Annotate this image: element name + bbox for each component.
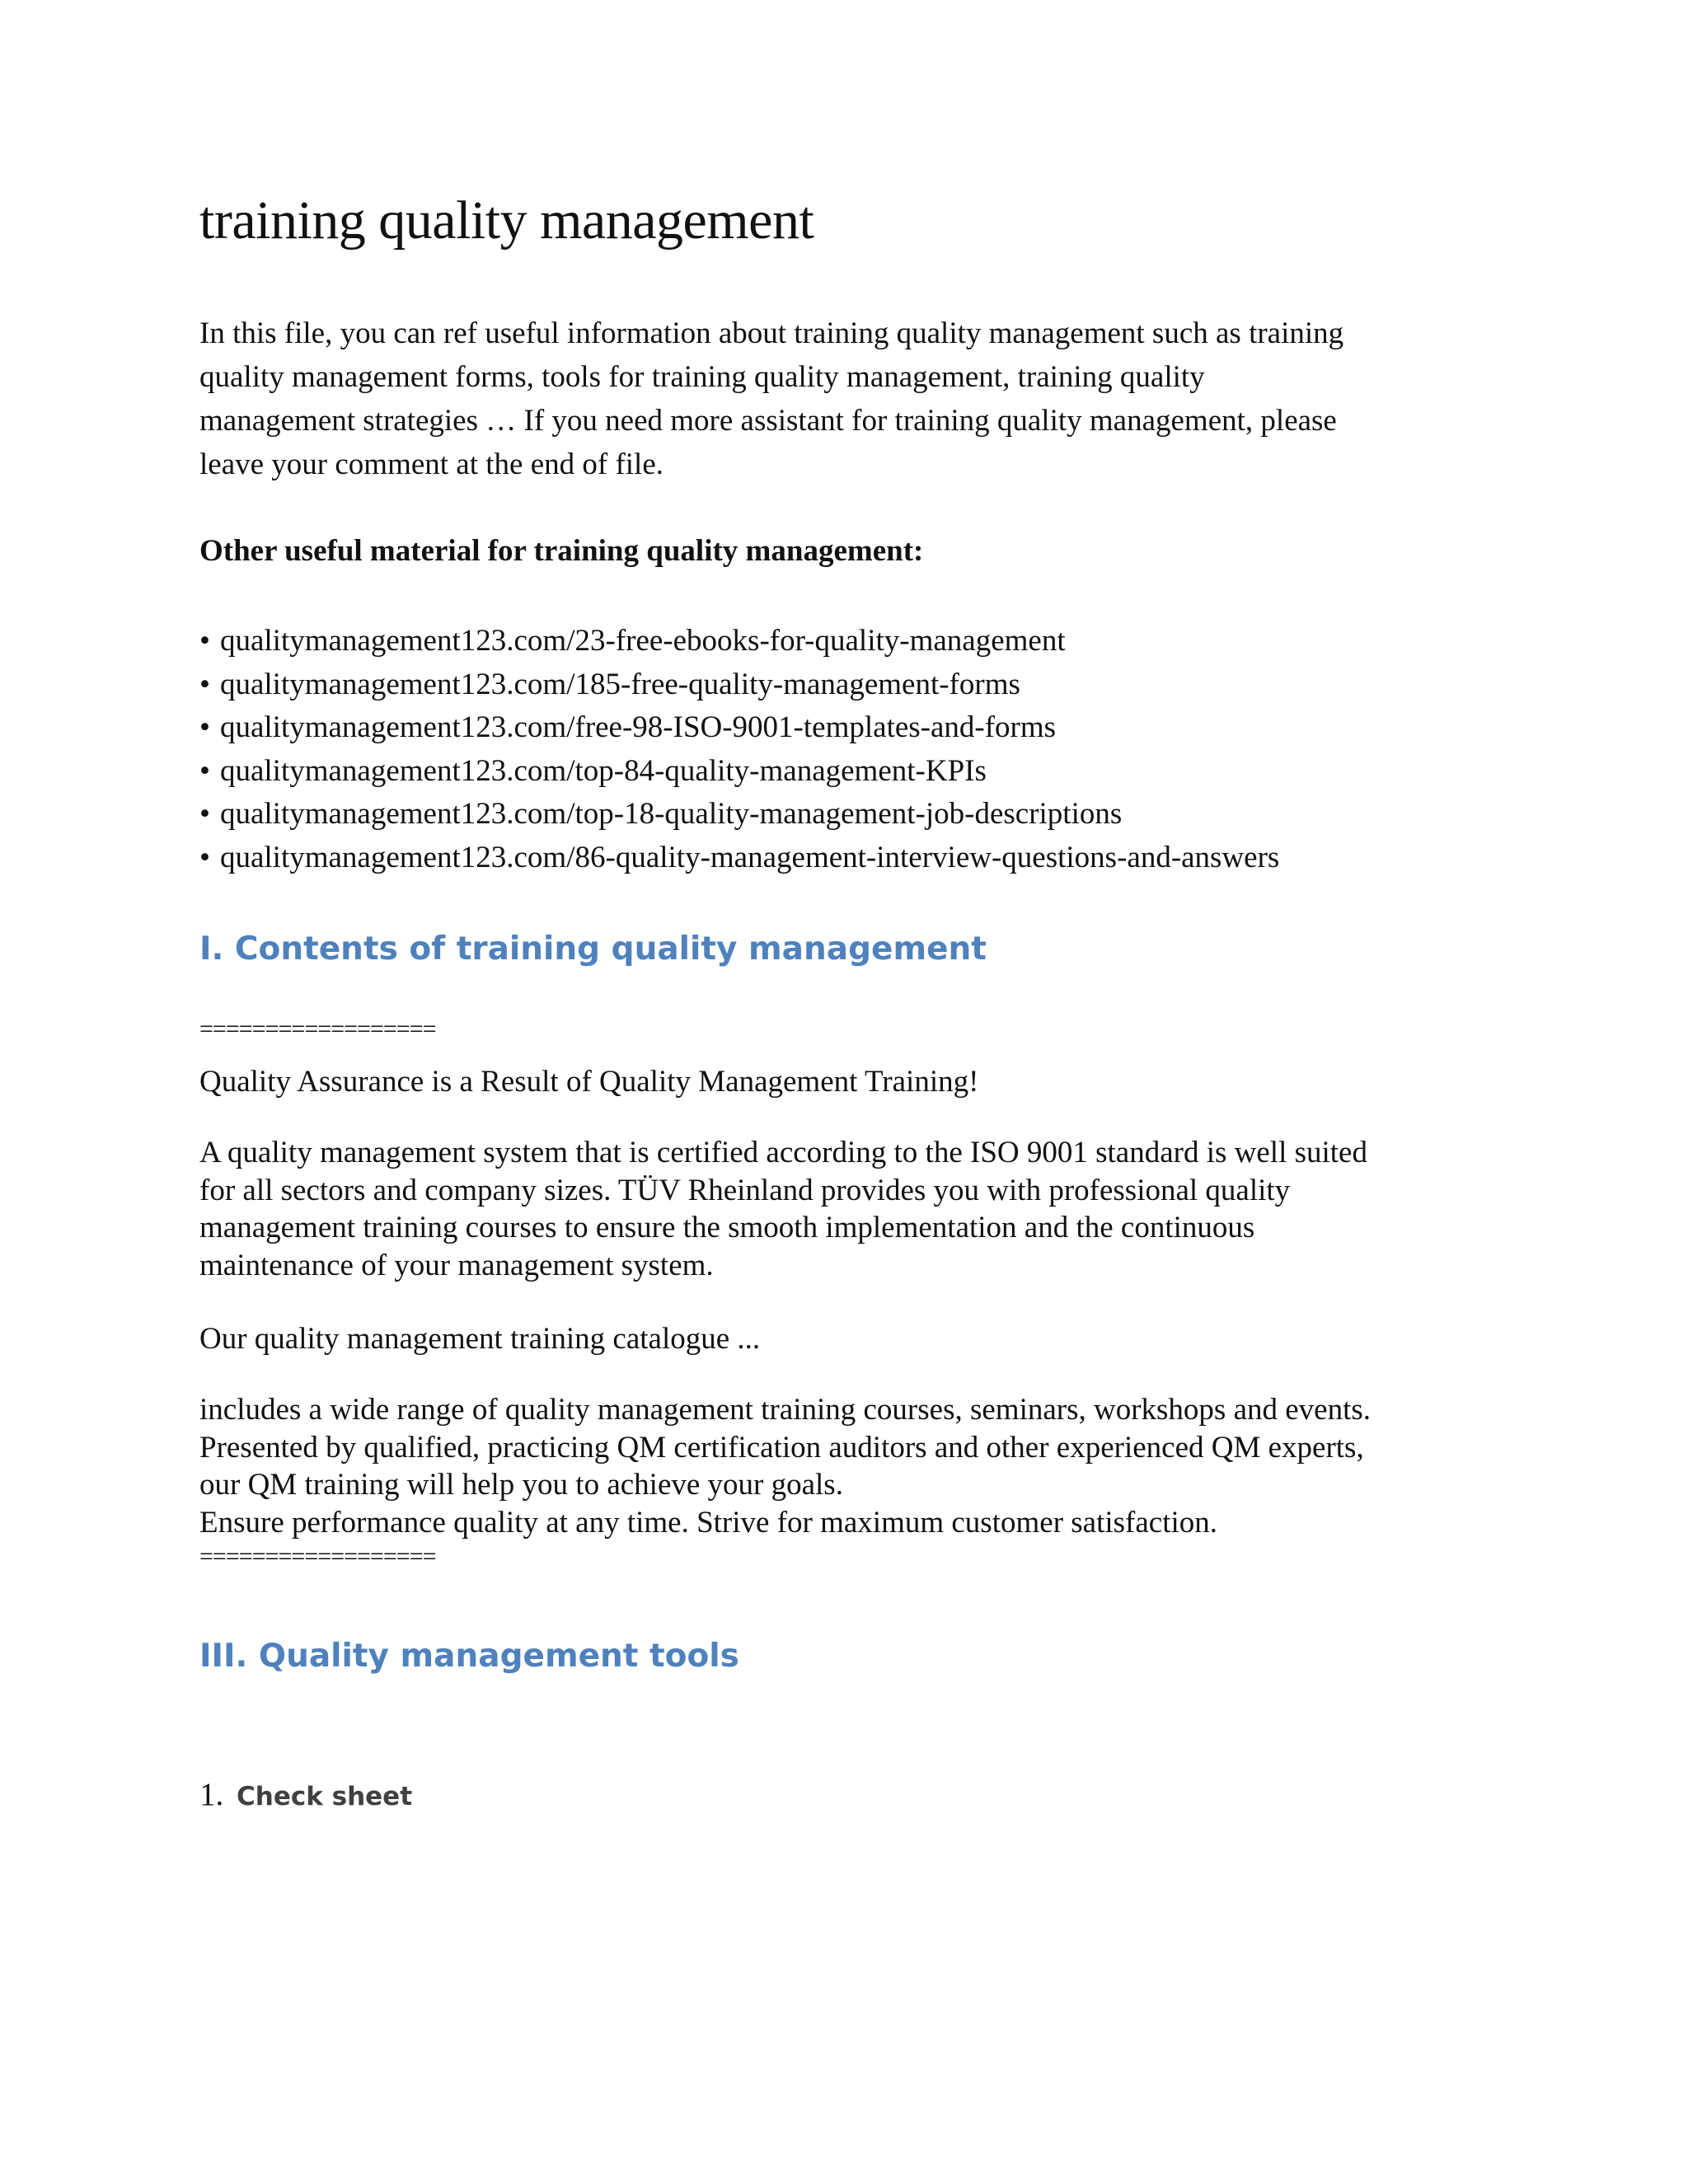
bullet-icon: • [199,840,210,874]
resource-link-item[interactable] [199,663,1279,707]
resource-link-item[interactable] [199,793,1279,837]
content-line: includes a wide range of quality management training courses, seminars, workshops and events. [199,1393,1372,1427]
other-material-heading: Other useful material for training quality management: [199,534,924,568]
content-paragraph-catalogue [199,1320,760,1358]
content-line: management training courses to ensure the smooth implementation and the continuous [199,1211,1255,1244]
resource-link-item[interactable] [199,706,1279,750]
content-paragraph-system [199,1134,1367,1284]
resource-link-text[interactable]: qualitymanagement123.com/free-98-ISO-9001-templates-and-forms [219,710,1057,744]
content-line: our QM training will help you to achieve your goals. [199,1468,843,1502]
intro-line: In this file, you can ref useful information about training quality management such as training [199,316,1344,350]
bullet-icon: • [199,797,210,831]
bullet-icon: • [199,753,210,788]
bullet-icon: • [199,710,210,744]
divider-rule-bottom: ================== [199,1543,436,1570]
tool-item-number: 1. [199,1777,224,1812]
content-line: for all sectors and company sizes. TÜV Rheinland provides you with professional quality [199,1173,1291,1207]
content-line: A quality management system that is certified according to the ISO 9001 standard is well suited [199,1136,1367,1169]
resource-link-list [199,620,1279,879]
content-line: Quality Assurance is a Result of Quality Management Training! [199,1065,979,1099]
resource-link-item[interactable] [199,620,1279,663]
intro-line: leave your comment at the end of file. [199,448,664,481]
section-heading-contents: I. Contents of training quality management [199,930,987,968]
divider-rule-top: ================== [199,1015,436,1043]
tool-item-label: Check sheet [237,1782,413,1811]
intro-line: management strategies … If you need more assistant for training quality management, please [199,404,1337,438]
page-title: training quality management [199,190,814,251]
content-paragraph-assurance [199,1063,978,1101]
intro-paragraph [199,312,1343,486]
content-line: Presented by qualified, practicing QM certification auditors and other experienced QM experts, [199,1430,1364,1465]
resource-link-text[interactable]: qualitymanagement123.com/23-free-ebooks-for-quality-management [219,624,1066,658]
content-line: maintenance of your management system. [199,1248,714,1282]
resource-link-text[interactable]: qualitymanagement123.com/top-18-quality-management-job-descriptions [219,797,1123,831]
content-paragraph-courses [199,1391,1371,1541]
bullet-icon: • [199,667,210,701]
bullet-icon: • [199,624,210,658]
resource-link-item[interactable] [199,837,1279,880]
resource-link-item[interactable] [199,750,1279,794]
tool-item-check-sheet [199,1774,412,1818]
resource-link-text[interactable]: qualitymanagement123.com/top-84-quality-management-KPIs [219,753,987,788]
resource-link-text[interactable]: qualitymanagement123.com/185-free-quality-management-forms [219,667,1020,701]
content-line: Ensure performance quality at any time. Strive for maximum customer satisfaction. [199,1505,1218,1540]
section-heading-tools: III. Quality management tools [199,1638,739,1675]
intro-line: quality management forms, tools for training quality management, training quality [199,360,1205,394]
resource-link-text[interactable]: qualitymanagement123.com/86-quality-management-interview-questions-and-answers [219,840,1280,874]
content-line: Our quality management training catalogue ... [199,1322,761,1356]
